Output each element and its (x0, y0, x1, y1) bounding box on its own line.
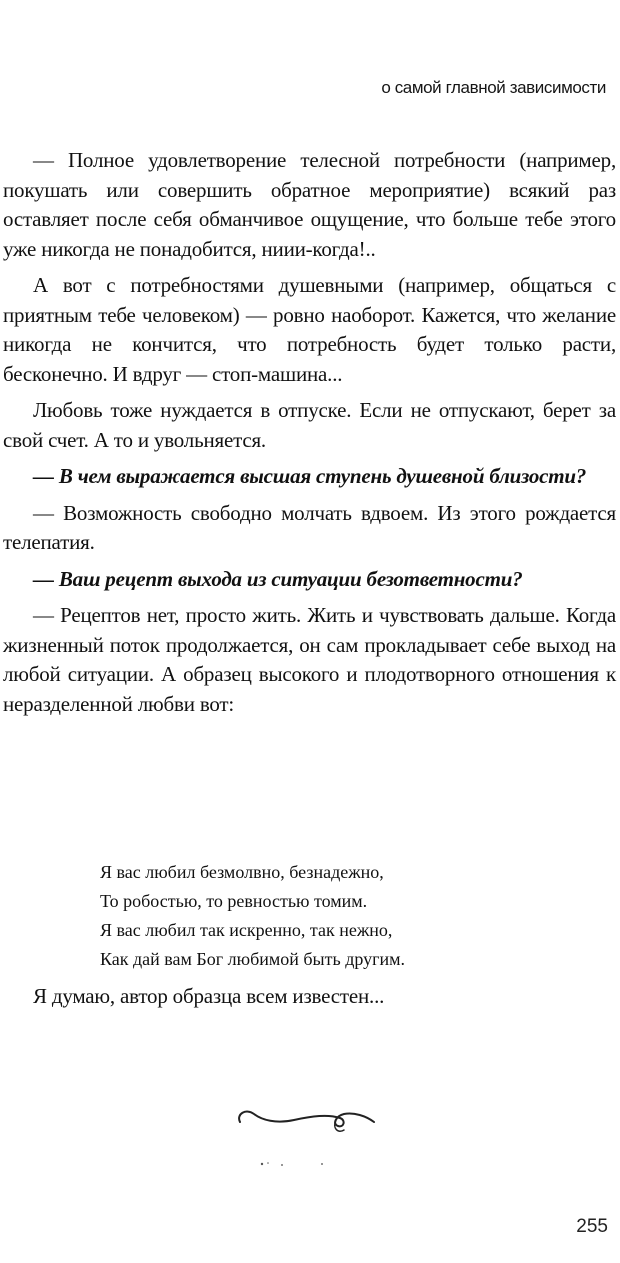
paragraph-emotional-needs: А вот с потребностями душевными (например, общаться с приятным тебе человеком) — ровно наоборот. Кажется, что желание никогда не кончится, что потребность будет только расти, бесконечно. И вдруг — стоп-машина... (3, 273, 616, 386)
running-header: о самой главной зависимости (381, 78, 606, 97)
poem-line: То робостью, то ревностью томим. (100, 891, 368, 911)
answer-no-recipes: — Рецептов нет, просто жить. Жить и чувствовать дальше. Когда жизненный поток продолжается, он сам прокладывает себе выход на любой ситуации. А образец высокого и плодотворного отношения к неразделенной любви вот: (3, 603, 616, 716)
poem-quote (100, 858, 405, 974)
print-specks-decoration (250, 1152, 350, 1172)
question-unrequited: — Ваш рецепт выхода из ситуации безответности? (33, 566, 523, 591)
question-intimacy: — В чем выражается высшая ступень душевной близости? (33, 464, 587, 488)
closing-sentence: Я думаю, автор образца всем известен... (33, 984, 385, 1008)
paragraph-love-vacation: Любовь тоже нуждается в отпуске. Если не отпускают, берет за свой счет. А то и увольняется. (3, 398, 616, 452)
poem-line: Я вас любил так искренно, так нежно, (100, 920, 393, 940)
poem-line: Как дай вам Бог любимой быть другим. (100, 949, 406, 969)
page-number: 255 (576, 1216, 608, 1237)
flourish-ornament-icon (232, 1098, 382, 1138)
body-text (3, 146, 616, 726)
answer-silence: — Возможность свободно молчать вдвоем. Из этого рождается телепатия. (3, 500, 616, 554)
poem-line: Я вас любил безмолвно, безнадежно, (100, 862, 384, 882)
paragraph-satisfaction: — Полное удовлетворение телесной потребности (например, покушать или совершить обратное мероприятие) всякий раз оставляет после себя обманчивое ощущение, что больше тебе этого уже никогда не понадобится, ниии-когда!.. (3, 148, 616, 261)
